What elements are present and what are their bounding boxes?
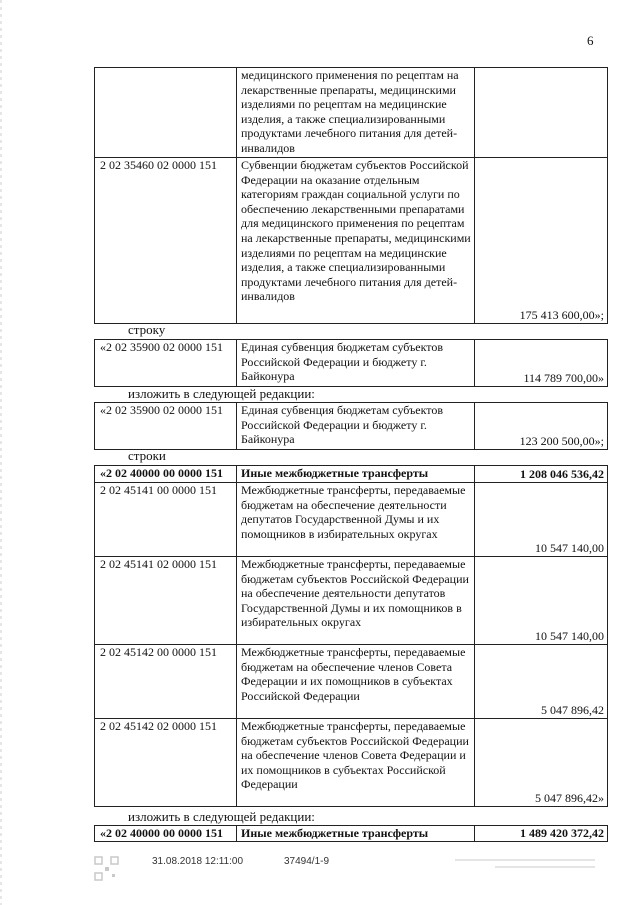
name-cell: Межбюджетные трансферты, передаваемые бюджетам субъектов Российской Федерации на обеспечение членов Совета Федерации и их помощников в субъектах Российской Федерации xyxy=(237,719,475,807)
page-number: 6 xyxy=(587,33,594,48)
name-cell: Межбюджетные трансферты, передаваемые бюджетам на обеспечение членов Совета Федерации и их помощников в субъектах Российской Федерации xyxy=(237,645,475,719)
faint-stamp xyxy=(455,854,605,876)
table-row xyxy=(95,645,608,719)
table-row xyxy=(95,403,608,450)
budget-table-4 xyxy=(94,465,608,807)
table-row xyxy=(95,483,608,557)
label-stroki: строки xyxy=(128,448,166,463)
budget-table-2 xyxy=(94,339,608,387)
table-row xyxy=(95,719,608,807)
budget-table-3 xyxy=(94,402,608,450)
name-cell: Межбюджетные трансферты, передаваемые бюджетам на обеспечение деятельности депутатов Государственной Думы и их помощников в избирательных округах xyxy=(237,483,475,557)
code-cell: 2 02 45142 02 0000 151 xyxy=(95,719,237,807)
amount-cell: 175 413 600,00»; xyxy=(475,158,608,324)
code-cell: «2 02 35900 02 0000 151 xyxy=(95,403,237,450)
name-cell: Субвенции бюджетам субъектов Российской Федерации на оказание отдельным категориям граждан социальной услуги по обеспечению лекарственными препаратами для медицинского применения по рецептам на лекарственные препараты, медицинскими изделиями по рецептам на медицинские изделия, а также специализированными продуктами лечебного питания для детей-инвалидов xyxy=(237,158,475,324)
footer-doc-id: 37494/1-9 xyxy=(284,856,330,867)
amount-cell: 5 047 896,42 xyxy=(475,645,608,719)
name-cell: Межбюджетные трансферты, передаваемые бюджетам субъектов Российской Федерации на обеспечение деятельности депутатов Государственной Думы и их помощников в избирательных округах xyxy=(237,557,475,645)
name-cell: медицинского применения по рецептам на лекарственные препараты, медицинскими изделиями по рецептам на медицинские изделия, а также специализированными продуктами лечебного питания для детей-инвалидов xyxy=(237,68,475,158)
footer-datetime: 31.08.2018 12:11:00 xyxy=(152,856,244,867)
amount-cell xyxy=(475,68,608,158)
label-izlozhit-1: изложить в следующей редакции: xyxy=(128,386,315,401)
amount-cell: 114 789 700,00» xyxy=(475,340,608,387)
code-cell: 2 02 45141 02 0000 151 xyxy=(95,557,237,645)
code-cell: «2 02 40000 00 0000 151 xyxy=(95,826,237,842)
name-cell: Иные межбюджетные трансферты xyxy=(237,466,475,483)
table-row xyxy=(95,557,608,645)
code-cell: 2 02 35460 02 0000 151 xyxy=(95,158,237,324)
name-cell: Иные межбюджетные трансферты xyxy=(237,826,475,842)
table-row xyxy=(95,340,608,387)
table-row xyxy=(95,68,608,158)
amount-cell: 5 047 896,42» xyxy=(475,719,608,807)
code-cell: 2 02 45142 00 0000 151 xyxy=(95,645,237,719)
amount-cell: 10 547 140,00 xyxy=(475,557,608,645)
table-row xyxy=(95,466,608,483)
table-row xyxy=(95,826,608,842)
table-row xyxy=(95,158,608,324)
qr-stamp-icon xyxy=(94,856,120,882)
code-cell: 2 02 45141 00 0000 151 xyxy=(95,483,237,557)
code-cell: «2 02 35900 02 0000 151 xyxy=(95,340,237,387)
label-izlozhit-2: изложить в следующей редакции: xyxy=(128,809,315,824)
budget-table-5 xyxy=(94,825,608,842)
amount-cell: 123 200 500,00»; xyxy=(475,403,608,450)
name-cell: Единая субвенция бюджетам субъектов Российской Федерации и бюджету г. Байконура xyxy=(237,403,475,450)
label-stroku: строку xyxy=(128,322,166,337)
code-cell: «2 02 40000 00 0000 151 xyxy=(95,466,237,483)
amount-cell: 1 489 420 372,42 xyxy=(475,826,608,842)
name-cell: Единая субвенция бюджетам субъектов Российской Федерации и бюджету г. Байконура xyxy=(237,340,475,387)
budget-table-1 xyxy=(94,67,608,324)
amount-cell: 10 547 140,00 xyxy=(475,483,608,557)
amount-cell: 1 208 046 536,42 xyxy=(475,466,608,483)
code-cell xyxy=(95,68,237,158)
scan-edge xyxy=(0,0,2,905)
